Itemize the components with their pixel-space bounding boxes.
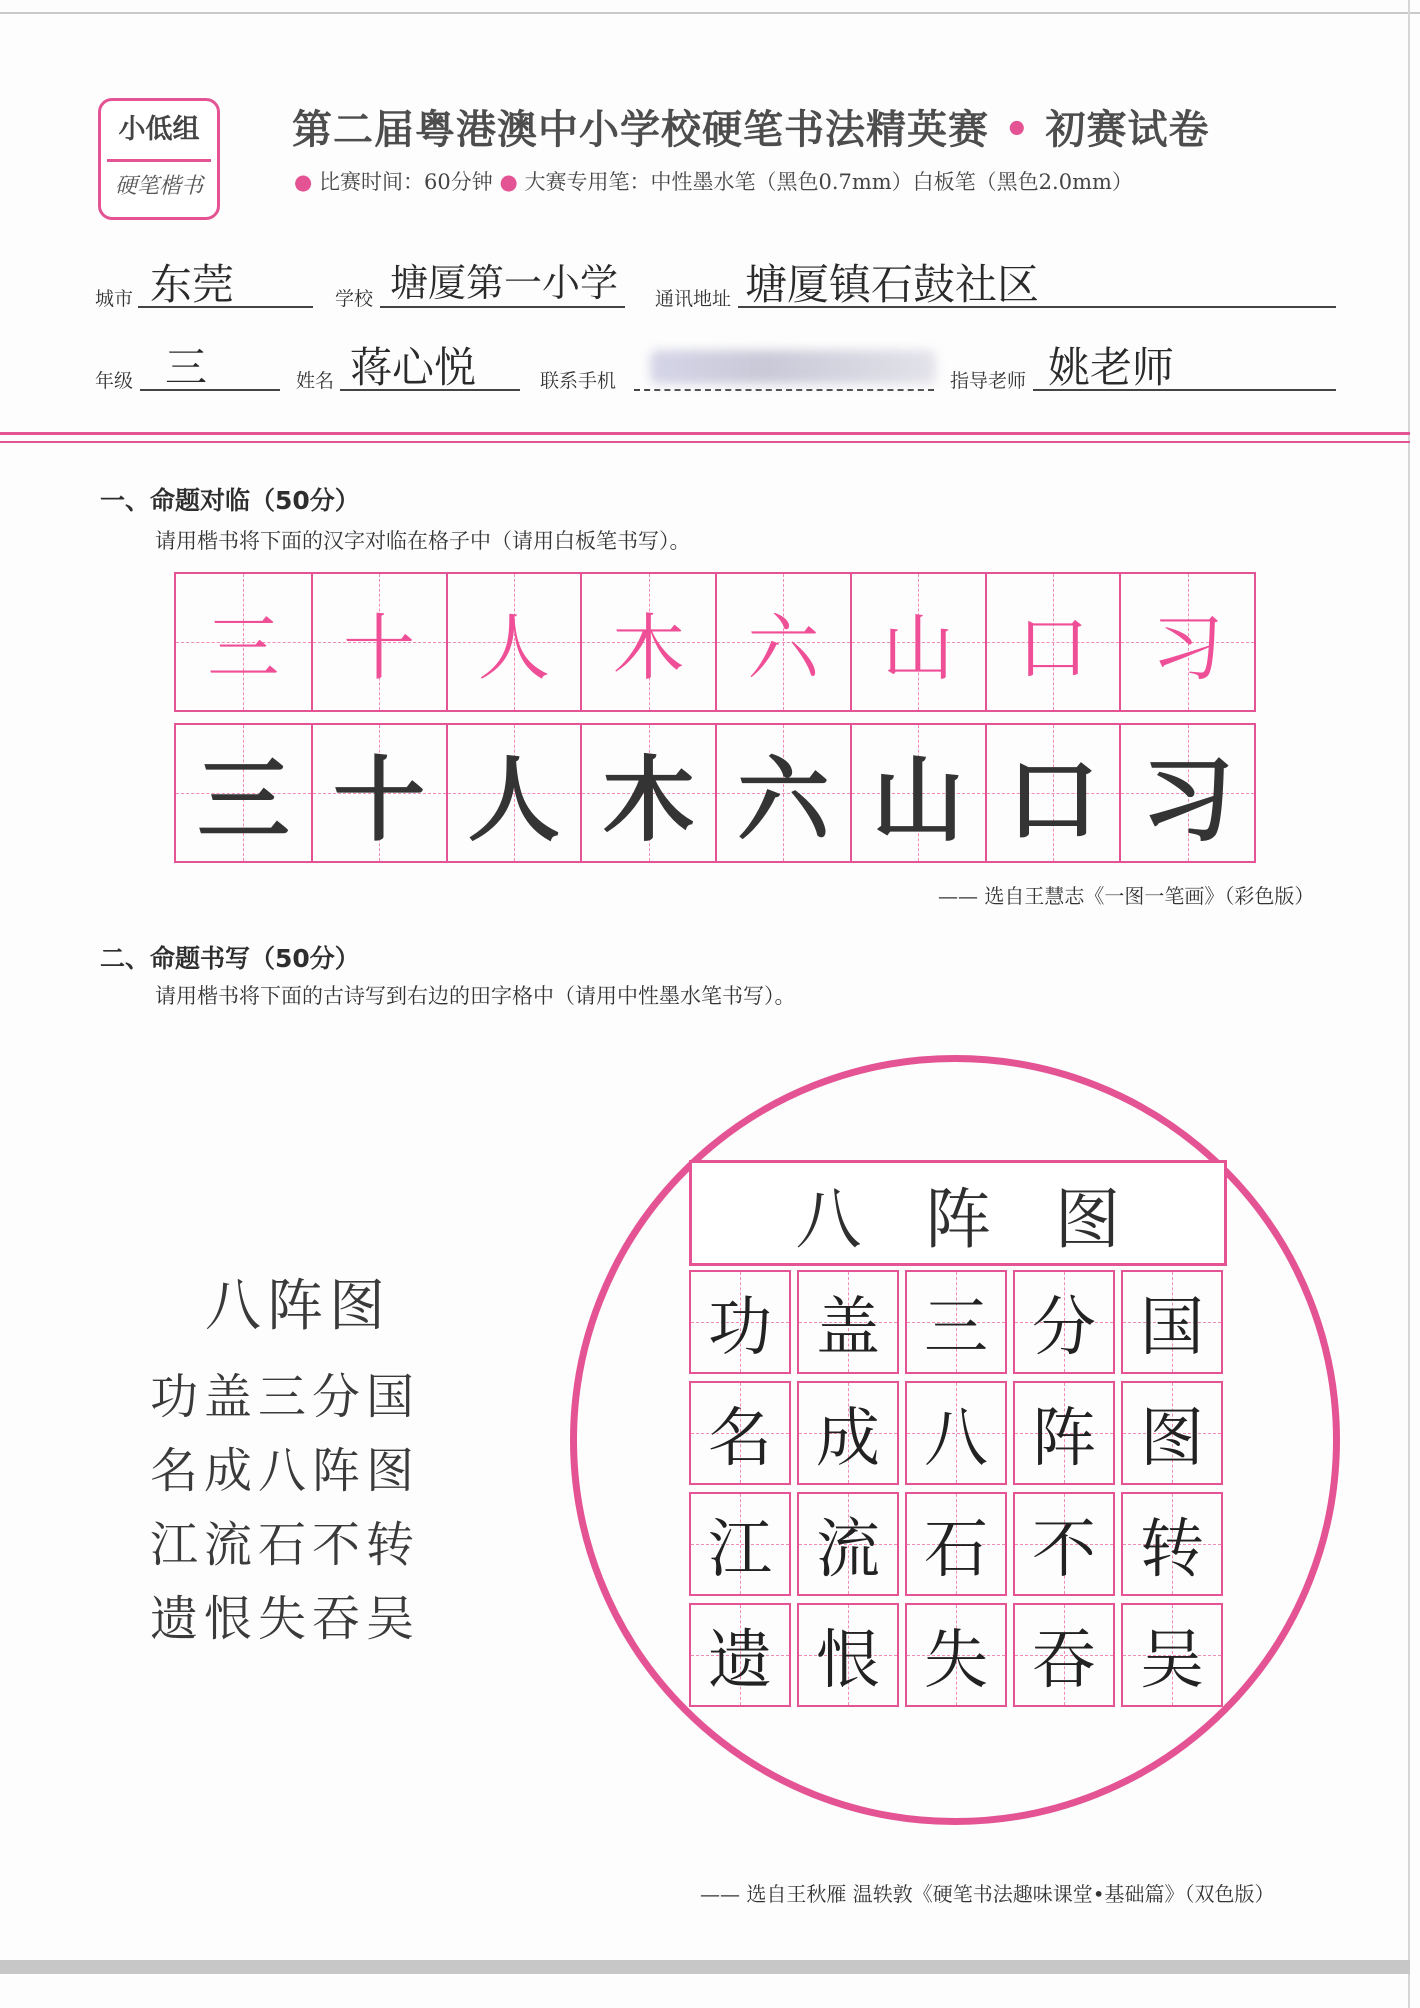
section2-instruction: 请用楷书将下面的古诗写到右边的田字格中（请用中性墨水笔书写）。 xyxy=(155,984,796,1008)
badge-style-label: 硬笔楷书 xyxy=(114,174,203,199)
answer-cell[interactable]: 失 xyxy=(905,1603,1007,1707)
model-cell: 口 xyxy=(985,574,1120,710)
answer-cell[interactable]: 功 xyxy=(689,1270,791,1374)
top-edge-line xyxy=(0,12,1420,14)
answer-cell[interactable]: 转 xyxy=(1121,1492,1223,1596)
answer-cell[interactable]: 图 xyxy=(1121,1381,1223,1485)
section1-instruction: 请用楷书将下面的汉字对临在格子中（请用白板笔书写）。 xyxy=(155,529,691,553)
header-separator xyxy=(0,432,1410,435)
section1-citation: —— 选自王慧志《一图一笔画》（彩色版） xyxy=(938,884,1315,908)
exam-title xyxy=(292,98,1209,155)
answer-cell[interactable]: 石 xyxy=(905,1492,1007,1596)
poem-line: 功盖三分国 xyxy=(150,1369,421,1425)
school-label: 学校 xyxy=(335,288,374,310)
section1-heading: 一、命题对临（50分） xyxy=(100,486,360,515)
exam-title-suffix: 初赛试卷 xyxy=(1045,107,1210,153)
answer-cell[interactable]: 八 xyxy=(905,1381,1007,1485)
phone-label: 联系手机 xyxy=(540,370,617,392)
poem-title: 八阵图 xyxy=(205,1274,391,1339)
section2-citation: —— 选自王秋雁 温轶敦《硬笔书法趣味课堂•基础篇》（双色版） xyxy=(700,1882,1275,1906)
answer-title-char: 阵 xyxy=(925,1180,991,1258)
bottom-scan-band xyxy=(0,1960,1410,1974)
copy-cell[interactable]: 六 xyxy=(715,725,850,861)
poem-line: 遗恨失吞吴 xyxy=(150,1591,421,1647)
answer-row xyxy=(689,1492,1229,1596)
badge-divider xyxy=(107,159,211,162)
copy-cell[interactable]: 习 xyxy=(1119,725,1254,861)
name-value[interactable]: 蒋心悦 xyxy=(350,343,477,392)
address-value[interactable]: 塘厦镇石鼓社区 xyxy=(745,260,1040,309)
answer-row xyxy=(689,1381,1229,1485)
answer-cell[interactable]: 流 xyxy=(797,1492,899,1596)
copy-cell[interactable]: 十 xyxy=(311,725,446,861)
copy-cell[interactable]: 人 xyxy=(446,725,581,861)
city-label: 城市 xyxy=(95,288,134,310)
answer-title-box[interactable] xyxy=(689,1160,1227,1266)
model-cell: 三 xyxy=(176,574,311,710)
answer-cell[interactable]: 吞 xyxy=(1013,1603,1115,1707)
answer-grid xyxy=(689,1270,1229,1714)
phone-value-redacted[interactable] xyxy=(650,350,936,384)
answer-cell[interactable]: 三 xyxy=(905,1270,1007,1374)
exam-duration: 比赛时间：60分钟 xyxy=(319,170,493,194)
school-value[interactable]: 塘厦第一小学 xyxy=(390,261,619,305)
model-cell: 山 xyxy=(850,574,985,710)
model-cell: 木 xyxy=(580,574,715,710)
right-edge-line xyxy=(1408,0,1410,2008)
model-cell: 习 xyxy=(1119,574,1254,710)
grade-field-line xyxy=(140,389,280,391)
group-badge xyxy=(98,98,220,220)
exam-pens: 大赛专用笔：中性墨水笔（黑色0.7mm）白板笔（黑色2.0mm） xyxy=(524,170,1133,194)
copy-cell[interactable]: 山 xyxy=(850,725,985,861)
copy-cell[interactable]: 木 xyxy=(580,725,715,861)
badge-group-label: 小低组 xyxy=(118,114,200,145)
model-cell: 人 xyxy=(446,574,581,710)
exam-subtitle xyxy=(294,166,1133,196)
answer-cell[interactable]: 阵 xyxy=(1013,1381,1115,1485)
teacher-label: 指导老师 xyxy=(950,370,1027,392)
poem-line: 江流石不转 xyxy=(150,1517,421,1573)
answer-cell[interactable]: 恨 xyxy=(797,1603,899,1707)
section2-heading: 二、命题书写（50分） xyxy=(100,944,360,973)
phone-field-line xyxy=(634,389,934,391)
answer-cell[interactable]: 江 xyxy=(689,1492,791,1596)
answer-cell[interactable]: 不 xyxy=(1013,1492,1115,1596)
bullet-icon: ● xyxy=(499,170,518,194)
answer-row xyxy=(689,1603,1229,1707)
city-value[interactable]: 东莞 xyxy=(150,260,235,309)
copy-cell[interactable]: 三 xyxy=(176,725,311,861)
exam-title-main: 第二届粤港澳中小学校硬笔书法精英赛 xyxy=(292,107,989,153)
address-label: 通讯地址 xyxy=(655,288,732,310)
bullet-icon: ● xyxy=(294,170,313,194)
name-label: 姓名 xyxy=(296,370,335,392)
model-cell: 十 xyxy=(311,574,446,710)
answer-cell[interactable]: 国 xyxy=(1121,1270,1223,1374)
answer-cell[interactable]: 分 xyxy=(1013,1270,1115,1374)
copy-cell[interactable]: 口 xyxy=(985,725,1120,861)
model-cell: 六 xyxy=(715,574,850,710)
answer-cell[interactable]: 成 xyxy=(797,1381,899,1485)
teacher-value[interactable]: 姚老师 xyxy=(1048,343,1175,392)
model-character-row xyxy=(174,572,1256,712)
answer-cell[interactable]: 吴 xyxy=(1121,1603,1223,1707)
header-separator-thin xyxy=(0,441,1410,443)
grade-label: 年级 xyxy=(95,370,134,392)
answer-title-char: 图 xyxy=(1054,1180,1121,1258)
answer-title-char: 八 xyxy=(795,1180,862,1258)
copy-character-row xyxy=(174,723,1256,863)
answer-row xyxy=(689,1270,1229,1374)
grade-value[interactable]: 三 xyxy=(165,343,208,392)
poem-line: 名成八阵图 xyxy=(150,1443,421,1499)
answer-cell[interactable]: 遗 xyxy=(689,1603,791,1707)
answer-cell[interactable]: 盖 xyxy=(797,1270,899,1374)
answer-cell[interactable]: 名 xyxy=(689,1381,791,1485)
title-dot: • xyxy=(1003,107,1031,153)
